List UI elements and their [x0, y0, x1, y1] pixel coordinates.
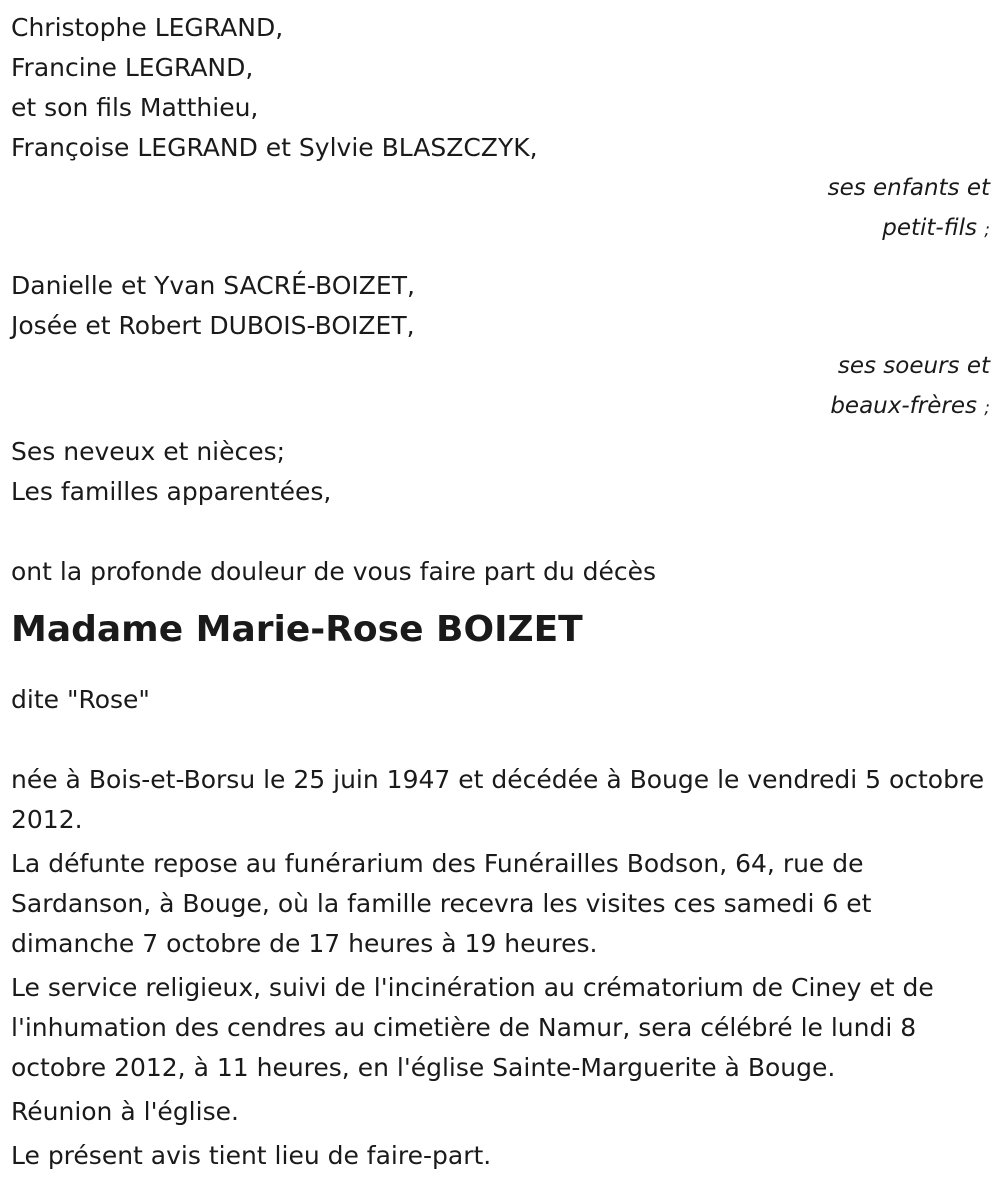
detail-paragraph: La défunte repose au funérarium des Funérailles Bodson, 64, rue de Sardanson, à Bouge, où la famille recevra les visites ces samedi 6 et dimanche 7 octobre de 17 heures à 19 heures. — [11, 849, 872, 958]
relation-label — [11, 386, 990, 428]
relation-punctuation: ; — [984, 220, 990, 240]
relation-label — [11, 208, 990, 250]
relation-text: petit-fils — [882, 215, 977, 241]
family-member-line: Francine LEGRAND, — [11, 53, 254, 82]
relation-label — [11, 168, 990, 208]
details-section — [11, 760, 990, 1176]
family-member-line: Françoise LEGRAND et Sylvie BLASZCZYK, — [11, 133, 538, 162]
detail-paragraph: Le service religieux, suivi de l'incinération au crématorium de Ciney et de l'inhumation des cendres au cimetière de Namur, sera célébré le lundi 8 octobre 2012, à 11 heures, en l'église Sainte-Marguerite à Bouge. — [11, 973, 934, 1082]
relation-text: beaux-frères — [830, 393, 977, 419]
deceased-name: Madame Marie-Rose BOIZET — [11, 609, 583, 650]
relation-text: ses soeurs et — [837, 353, 990, 379]
family-member-line: Josée et Robert DUBOIS-BOIZET, — [11, 311, 415, 340]
siblings-section — [11, 266, 990, 428]
relation-punctuation: ; — [984, 398, 990, 418]
detail-paragraph: Le présent avis tient lieu de faire-part. — [11, 1141, 492, 1170]
family-member-line: et son fils Matthieu, — [11, 93, 259, 122]
family-member-line: Christophe LEGRAND, — [11, 13, 284, 42]
detail-paragraph: Réunion à l'église. — [11, 1097, 239, 1126]
children-section — [11, 8, 990, 250]
relation-text: ses enfants et — [827, 175, 990, 201]
nickname-text: dite "Rose" — [11, 685, 150, 714]
family-member-line: Ses neveux et nièces; — [11, 437, 286, 466]
other-relatives-section — [11, 432, 990, 512]
family-member-line: Danielle et Yvan SACRÉ-BOIZET, — [11, 271, 415, 300]
relation-label — [11, 346, 990, 386]
detail-paragraph: née à Bois-et-Borsu le 25 juin 1947 et décédée à Bouge le vendredi 5 octobre 2012. — [11, 765, 985, 834]
announcement-text: ont la profonde douleur de vous faire part du décès — [11, 557, 657, 586]
family-member-line: Les familles apparentées, — [11, 477, 332, 506]
